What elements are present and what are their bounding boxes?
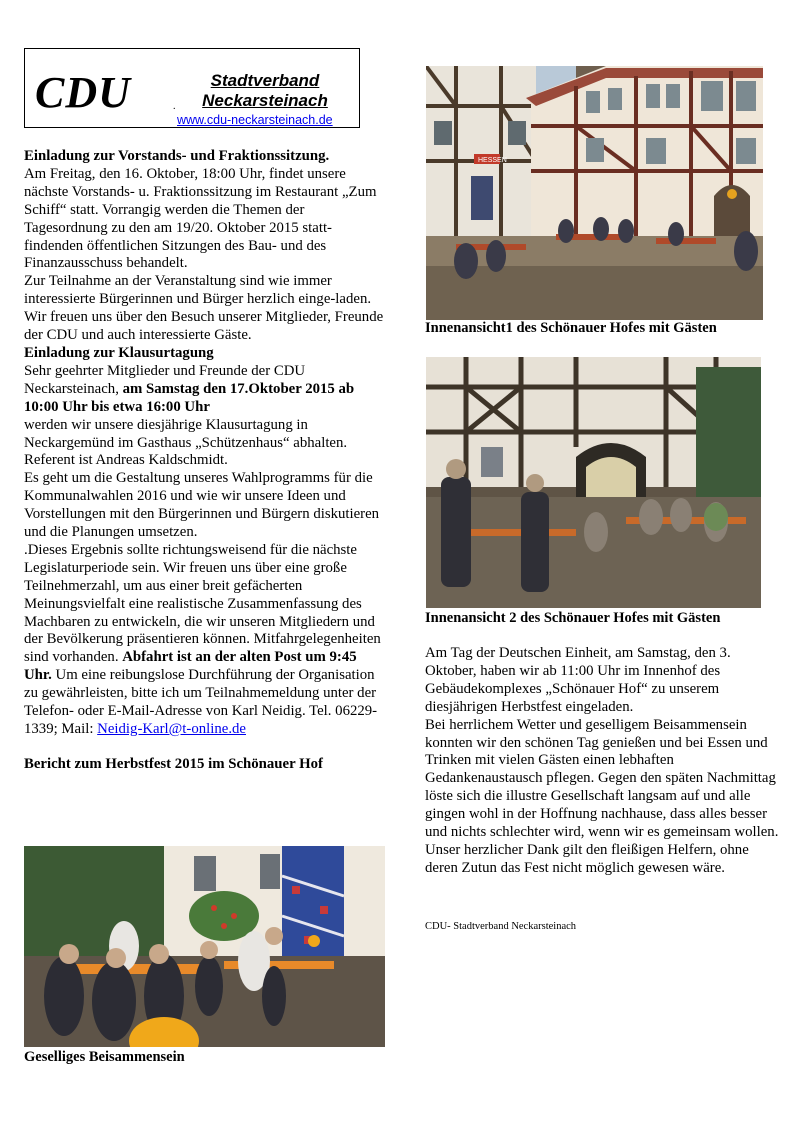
festival-report — [425, 645, 780, 878]
letterhead-box — [24, 48, 360, 128]
org-line-1: Stadtverband — [210, 71, 320, 90]
organization-name — [190, 71, 340, 111]
section2-intro — [24, 363, 384, 417]
org-line-2: Neckarsteinach — [202, 91, 328, 110]
website-link[interactable]: www.cdu-neckarsteinach.de — [177, 113, 333, 127]
org-dot: . — [173, 101, 176, 112]
photo-courtyard-2 — [426, 357, 761, 608]
section1-paragraph-2: Zur Teilnahme an der Veranstaltung sind wie immer interessierte Bürgerinnen und Bürger herzlich einge-laden. Wir freuen uns über den Besuch unserer Mitglieder, Freunde der CDU und auch interessierte Gäste. — [24, 273, 384, 344]
photo3-caption: Geselliges Beisammensein — [24, 1049, 185, 1065]
cdu-logo: CDU — [35, 68, 131, 117]
departure-info: Abfahrt ist an der alten Post um 9:45 Uhr. — [24, 649, 357, 684]
section1-title: Einladung zur Vorstands- und Fraktionssitzung. — [24, 148, 330, 164]
section2-paragraph-2: Es geht um die Gestaltung unseres Wahlprogramms für die Kommunalwahlen 2016 und wie wir unsere Ideen und Vorstellungen mit den Bürgerinnen und Bürgern diskutieren und die Planungen umsetzen. — [24, 470, 380, 541]
section1-paragraph-1: Am Freitag, den 16. Oktober, 18:00 Uhr, findet unsere nächste Vorstands- u. Fraktionssitzung im Restaurant „Zum Schiff“ statt. Vorrangig werden die Themen der Tagesordnung zu den am 19/20. Oktober 2015 statt-findenden öffentlichen Sitzungen des Bau- und des Finanzausschuss behandelt. — [24, 165, 377, 272]
report-paragraph-3: Unser herzlicher Dank gilt den fleißigen Helfern, ohne deren Zutun das Fest nicht möglich gewesen wäre. — [425, 841, 749, 876]
photo1-caption: Innenansicht1 des Schönauer Hofes mit Gästen — [425, 320, 717, 336]
section2-intro-text: Sehr geehrter Mitglieder und Freunde der CDU Neckarsteinach, — [24, 362, 306, 397]
signature: CDU- Stadtverband Neckarsteinach — [425, 921, 577, 932]
hessen-sign: HESSEN — [478, 157, 507, 164]
section2-text-4: Um eine reibungslose Durchführung der Organisation zu gewährleisten, bitte ich um Teilnahmemeldung unter der Telefon- oder E-Mail-Adresse von Karl Neidig. Tel. 06229-1339; Mail: — [24, 667, 378, 737]
photo2-caption: Innenansicht 2 des Schönauer Hofes mit Gästen — [425, 610, 721, 626]
section2-paragraph-1: werden wir unsere diesjährige Klausurtagung in Neckargemünd im Gasthaus „Schützenhaus“ abhalten. Referent ist Andreas Kaldschmidt. — [24, 416, 348, 469]
section2-text-3: .Dieses Ergebnis sollte richtungsweisend für die nächste Legislaturperiode sein. Wir freuen uns über eine große Teilnehmerzahl, um aus einer breit gefächerten Meinungsvielfalt eine realistische Zusammenfassung des Machbaren zu entwickeln, die wir unseren Mitgliedern und der Bevölkerung präsentieren können. Mitfahrgelegenheiten sind vorhanden. — [24, 541, 381, 666]
report-paragraph-1: Am Tag der Deutschen Einheit, am Samstag, den 3. Oktober, haben wir ab 11:00 Uhr im Innenhof des Gebäudekomplexes „Schönauer Hof“ zu unserem diesjährigen Herbstfest eingeladen. — [425, 645, 731, 715]
email-link[interactable]: Neidig-Karl@t-online.de — [97, 721, 246, 737]
left-column — [24, 148, 384, 774]
photo-gathering — [24, 846, 385, 1047]
photo-courtyard-1 — [426, 66, 763, 320]
report-paragraph-2: Bei herrlichem Wetter und geselligem Beisammensein konnten wir den schönen Tag genießen und bei Essen und Trinken mit vielen Gästen einen lebhaften Gedankenaustausch pflegen. Gegen den späten Nachmittag löste sich die illustre Gesellschaft langsam auf und alle gingen wohl in der Hoffnung nachhause, dass alles besser und nichts schlechter wird, wenn wir es gemeinsam wollen. — [425, 716, 779, 841]
section2-paragraph-3 — [24, 542, 384, 739]
section3-title: Bericht zum Herbstfest 2015 im Schönauer Hof — [24, 755, 323, 772]
section2-title: Einladung zur Klausurtagung — [24, 344, 214, 361]
section2-date: am Samstag den 17.Oktober 2015 ab 10:00 Uhr bis etwa 16:00 Uhr — [24, 380, 355, 415]
